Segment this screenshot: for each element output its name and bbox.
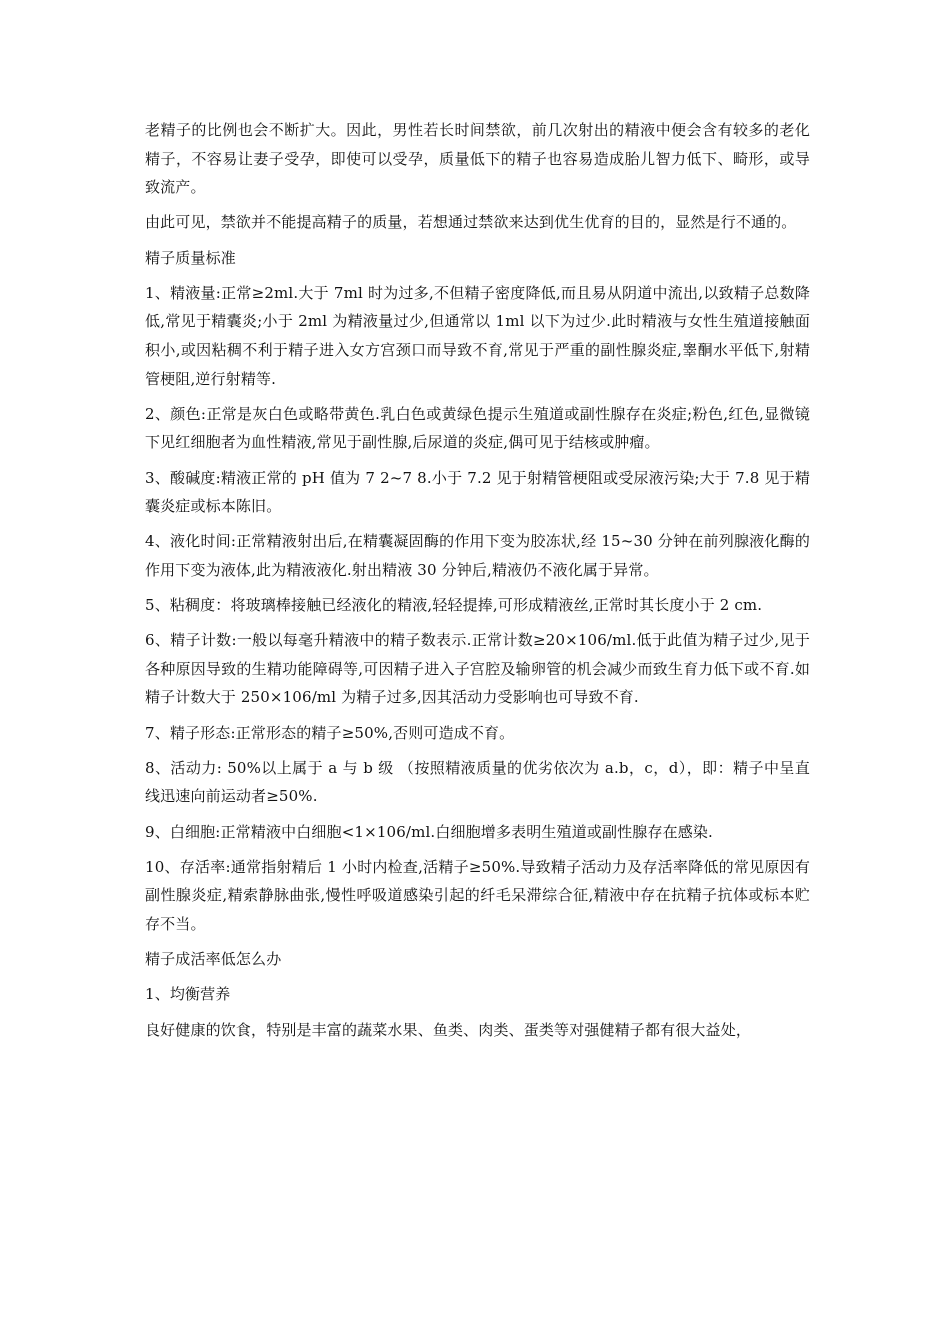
section-heading-sperm-quality-standards: 精子质量标准	[145, 248, 236, 267]
paragraph-nutrition-details: 良好健康的饮食，特别是丰富的蔬菜水果、鱼类、肉类、蛋类等对强健精子都有很大益处，	[145, 1020, 752, 1039]
section-heading-low-survival-rate: 精子成活率低怎么办	[145, 950, 282, 969]
paragraph-continuation: 老精子的比例也会不断扩大。因此，男性若长时间禁欲，前几次射出的精液中便会含有较多的老化精子，不容易让妻子受孕，即使可以受孕，质量低下的精子也容易造成胎儿智力低下、畸形，或导致流产。	[145, 121, 810, 197]
list-item-motility: 8、活动力: 50%以上属于 a 与 b 级 （按照精液质量的优劣依次为 a.b，c，d），即：精子中呈直线迅速向前运动者≥50%.	[145, 758, 810, 806]
list-item-sperm-count: 6、精子计数:一般以每毫升精液中的精子数表示.正常计数≥20×106/ml.低于此值为精子过少,见于各种原因导致的生精功能障碍等,可因精子进入子宫腔及输卵管的机会减少而致生育力低下或不育.如精子计数大于 250×106/ml 为精子过多,因其活动力受影响也可导致不育.	[145, 631, 810, 707]
list-item-morphology: 7、精子形态:正常形态的精子≥50%,否则可造成不育。	[145, 723, 515, 742]
document-body	[145, 116, 810, 1044]
list-item-semen-volume: 1、精液量:正常≥2ml.大于 7ml 时为过多,不但精子密度降低,而且易从阴道中流出,以致精子总数降低,常见于精囊炎;小于 2ml 为精液量过少,但通常以 1ml 以下为过少.此时精液与女性生殖道接触面积小,或因粘稠不利于精子进入女方宫颈口而导致不育,常见于严重的副性腺炎症,睾酮水平低下,射精管梗阻,逆行射精等.	[145, 283, 810, 388]
list-item-white-blood-cells: 9、白细胞:正常精液中白细胞<1×106/ml.白细胞增多表明生殖道或副性腺存在感染.	[145, 822, 713, 841]
list-item-liquefaction-time: 4、液化时间:正常精液射出后,在精囊凝固酶的作用下变为胶冻状,经 15~30 分钟在前列腺液化酶的作用下变为液体,此为精液液化.射出精液 30 分钟后,精液仍不液化属于异常。	[145, 532, 810, 579]
list-item-survival-rate: 10、存活率:通常指射精后 1 小时内检查,活精子≥50%.导致精子活动力及存活率降低的常见原因有副性腺炎症,精索静脉曲张,慢性呼吸道感染引起的纤毛呆滞综合征,精液中存在抗精子抗体或标本贮存不当。	[145, 857, 810, 933]
paragraph-conclusion: 由此可见，禁欲并不能提高精子的质量，若想通过禁欲来达到优生优育的目的，显然是行不通的。	[145, 213, 797, 232]
list-item-balanced-nutrition: 1、均衡营养	[145, 985, 231, 1004]
list-item-ph: 3、酸碱度:精液正常的 pH 值为 7 2~7 8.小于 7.2 见于射精管梗阻或受尿液污染;大于 7.8 见于精囊炎症或标本陈旧。	[145, 468, 810, 516]
list-item-viscosity: 5、粘稠度：将玻璃棒接触已经液化的精液,轻轻提捧,可形成精液丝,正常时其长度小于 2 cm.	[145, 596, 763, 615]
list-item-color: 2、颜色:正常是灰白色或略带黄色.乳白色或黄绿色提示生殖道或副性腺存在炎症;粉色,红色,显微镜下见红细胞者为血性精液,常见于副性腺,后尿道的炎症,偶可见于结核或肿瘤。	[145, 404, 810, 452]
